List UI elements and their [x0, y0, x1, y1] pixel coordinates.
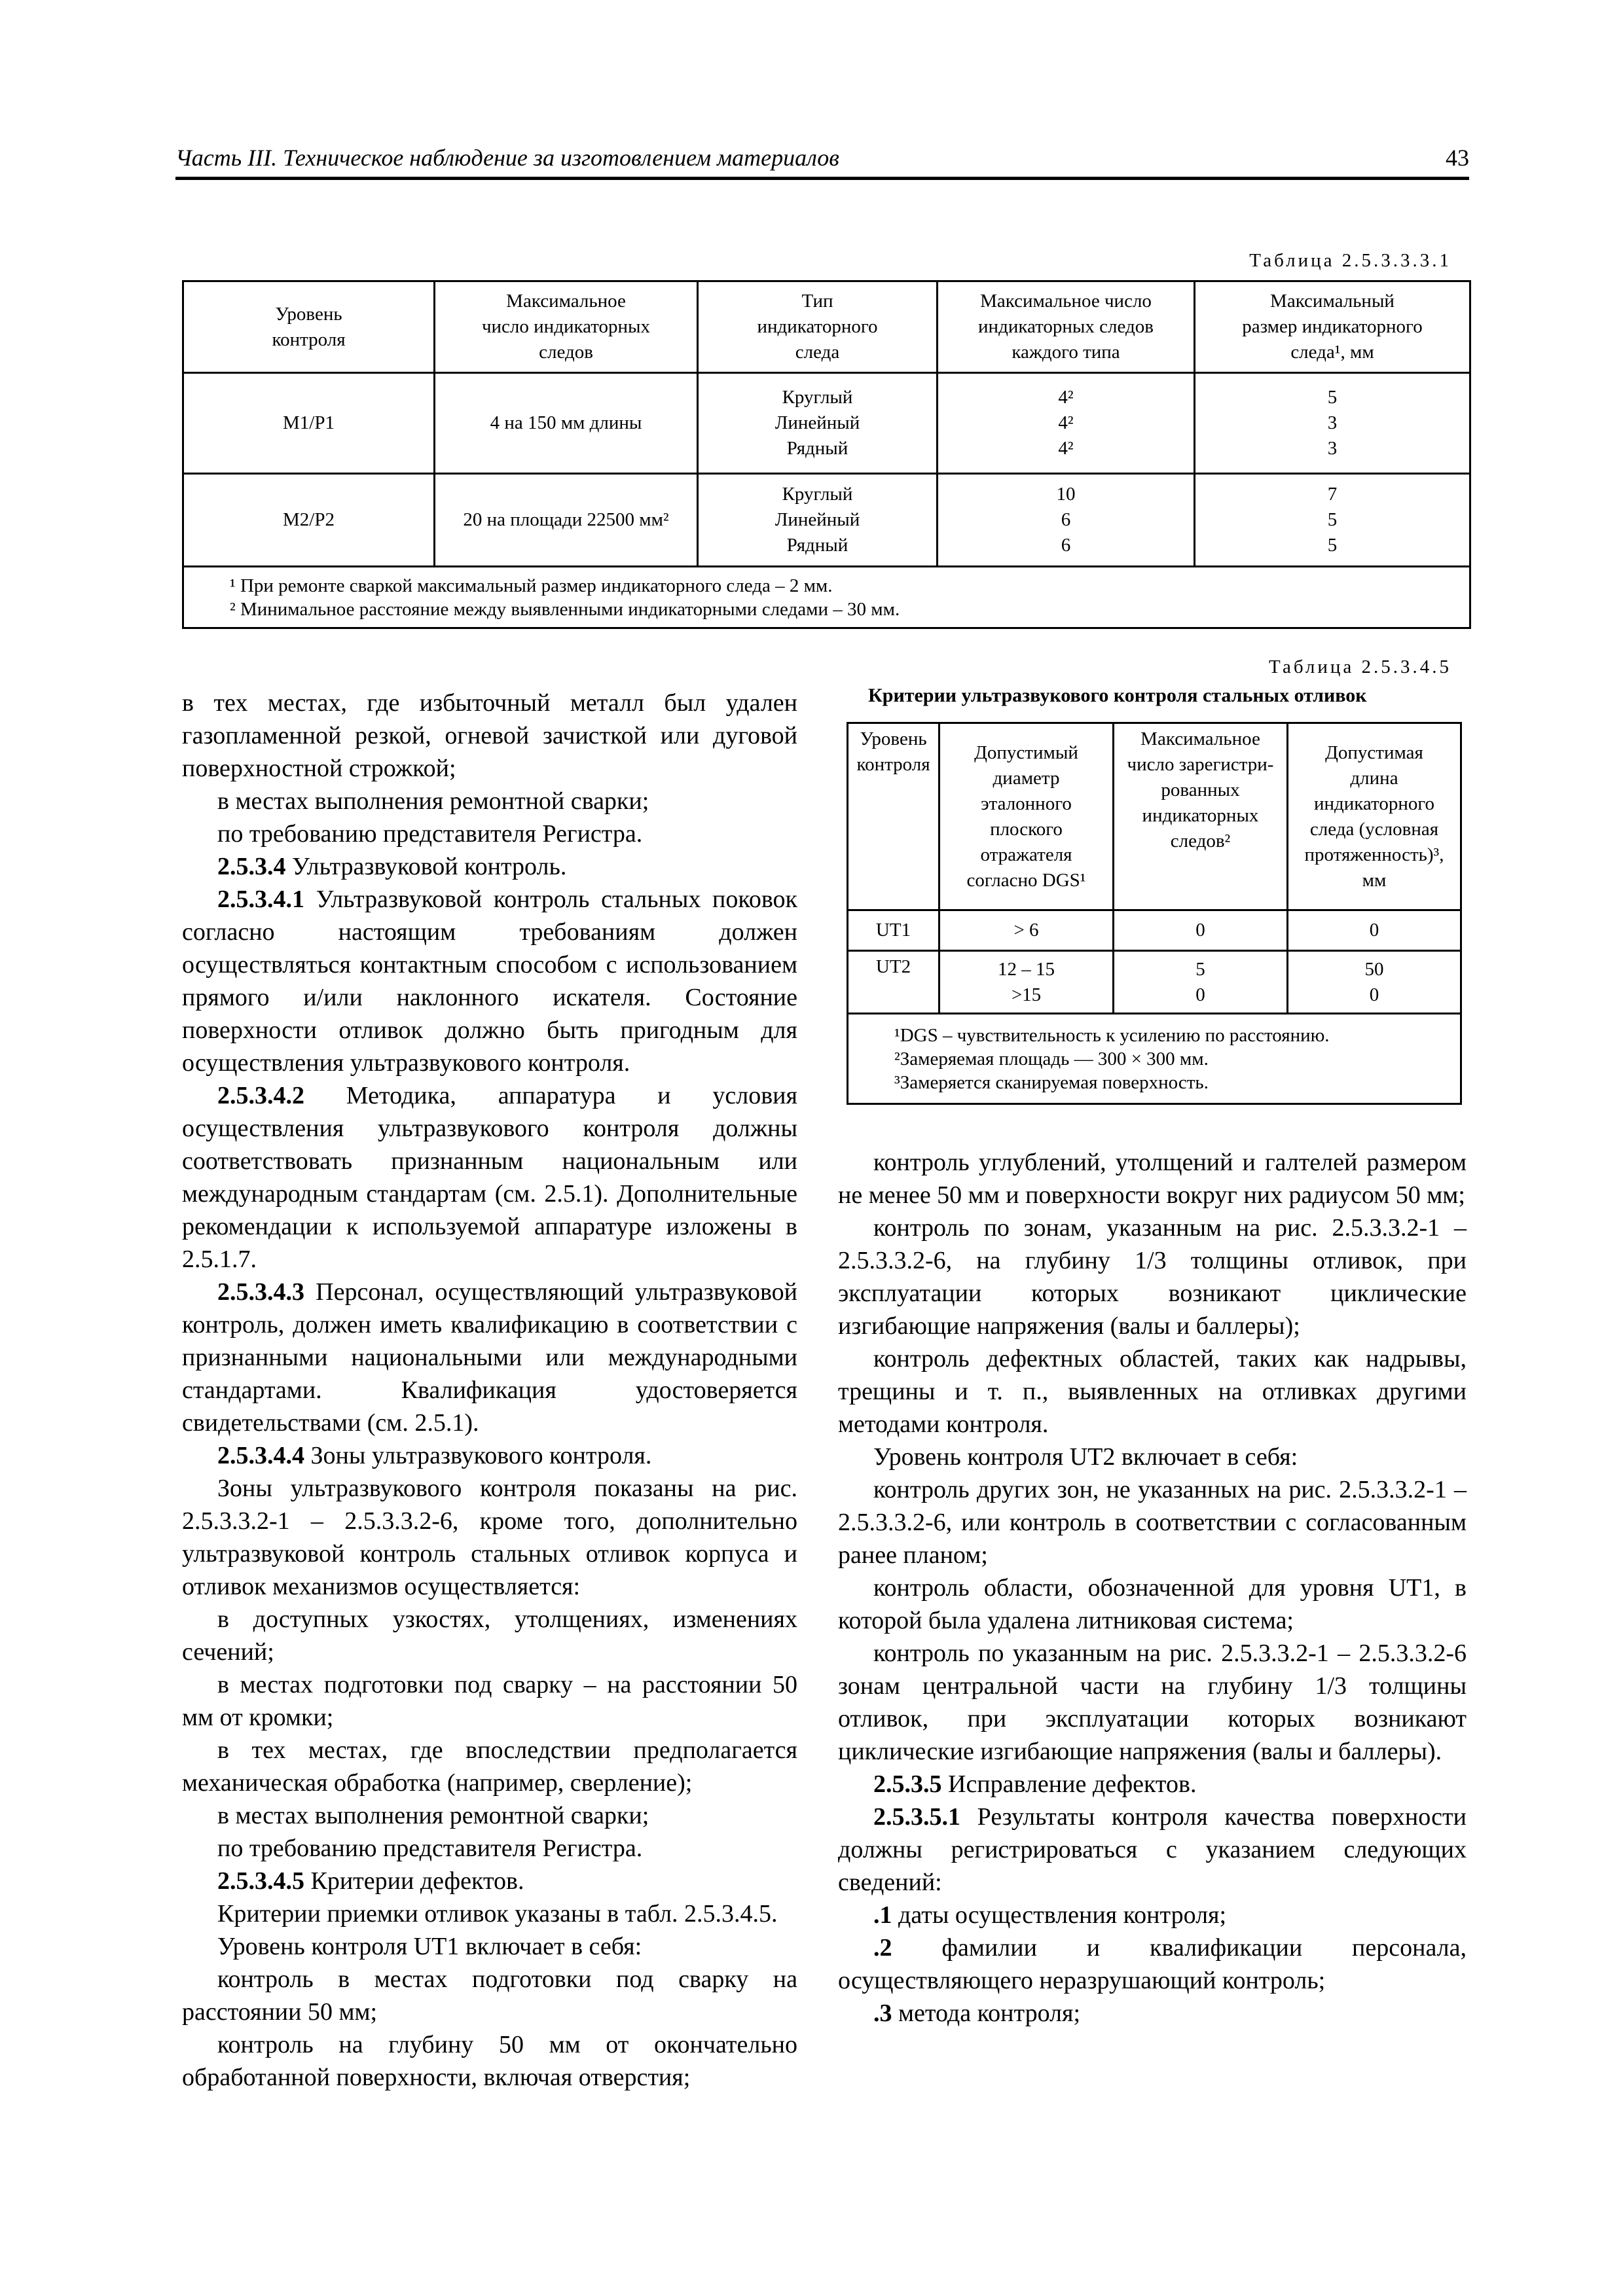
paragraph: [182, 1668, 797, 1734]
paragraph: [838, 1571, 1467, 1637]
page-number: 43: [1446, 145, 1469, 171]
paragraph-text: Зоны ультразвукового контроля показаны на рис. 2.5.3.3.2-1 – 2.5.3.3.2-6, кроме того, дополнительно ультразвуковой контроль стальных отливок корпуса и отливок механизмов осуществляется:: [182, 1475, 797, 1600]
paragraph-text: Ультразвуковой контроль.: [285, 853, 567, 880]
paragraph-text: контроль углублений, утолщений и галтелей размером не менее 50 мм и поверхности вокруг них радиусом 50 мм;: [838, 1149, 1467, 1209]
paragraph-text: контроль на глубину 50 мм от окончательно обработанной поверхности, включая отверстия;: [182, 2031, 797, 2091]
paragraph: [838, 1931, 1467, 1997]
table1-note: ¹ При ремонте сваркой максимальный размер индикаторного следа – 2 мм.: [230, 575, 833, 596]
paragraph: [182, 1930, 797, 1963]
table1-note: ² Минимальное расстояние между выявленными индикаторными следами – 30 мм.: [230, 598, 900, 620]
section-number: 2.5.3.5: [873, 1770, 942, 1798]
section-number: 2.5.3.4.4: [217, 1442, 304, 1469]
table1-header-cell: Максимальное число индикаторных следов: [435, 281, 698, 373]
paragraph: [182, 1439, 797, 1472]
paragraph: [182, 1276, 797, 1439]
paragraph-text: в местах выполнения ремонтной сварки;: [217, 787, 649, 815]
table2-notes-row: [848, 1014, 1461, 1104]
table-row: M1/P1 4 на 150 мм длины Круглый Линейный Рядный 4² 4² 4² 5 3 3: [183, 373, 1470, 474]
paragraph-text: по требованию представителя Регистра.: [217, 820, 643, 848]
paragraph-text: Критерии приемки отливок указаны в табл. 2.5.3.4.5.: [217, 1900, 778, 1928]
paragraph-text: даты осуществления контроля;: [892, 1901, 1227, 1929]
section-number: 2.5.3.4: [217, 853, 286, 880]
table2-title: Критерии ультразвукового контроля стальных отливок: [868, 685, 1367, 706]
paragraph: [182, 687, 797, 785]
paragraph: [182, 1963, 797, 2028]
section-number: .3: [873, 2000, 892, 2027]
section-number: 2.5.3.4.5: [217, 1867, 304, 1895]
paragraph: [182, 2028, 797, 2094]
paragraph: [182, 883, 797, 1079]
paragraph-text: контроль в местах подготовки под сварку на расстоянии 50 мм;: [182, 1965, 797, 2026]
table2: [847, 722, 1462, 1105]
table1-header-row: [183, 281, 1470, 373]
paragraph-text: контроль по зонам, указанным на рис. 2.5.3.3.2-1 – 2.5.3.3.2-6, на глубину 1/3 толщины отливок, при эксплуатации которых возникают циклические изгибающие напряжения (валы и баллеры);: [838, 1214, 1467, 1340]
section-number: 2.5.3.4.2: [217, 1082, 304, 1109]
table2-note: ³Замеряется сканируемая поверхность.: [894, 1071, 1209, 1093]
table1-header-cell: Тип индикаторного следа: [698, 281, 938, 373]
section-number: 2.5.3.4.1: [217, 886, 304, 913]
paragraph: [182, 785, 797, 817]
table1-notes-row: [183, 567, 1470, 628]
paragraph: [838, 1441, 1467, 1473]
table-row: UT1 > 6 0 0: [848, 910, 1461, 951]
left-text-column: [182, 687, 797, 2094]
paragraph-text: по требованию представителя Регистра.: [217, 1835, 643, 1862]
paragraph-text: Зоны ультразвукового контроля.: [304, 1442, 652, 1469]
table-row: M2/P2 20 на площади 22500 мм² Круглый Линейный Рядный 10 6 6 7 5 5: [183, 474, 1470, 567]
paragraph: [182, 1897, 797, 1930]
paragraph: [182, 1079, 797, 1276]
table1-header-cell: Максимальный размер индикаторного следа¹, мм: [1195, 281, 1470, 373]
table-row: UT2 12 – 15 >15 5 0 50 0: [848, 951, 1461, 1014]
table2-header-cell: Допустимая длина индикаторного следа (условная протяженность)³, мм: [1288, 723, 1461, 910]
paragraph: [838, 1342, 1467, 1441]
paragraph: [182, 817, 797, 850]
paragraph: [182, 1865, 797, 1897]
paragraph: [182, 1832, 797, 1865]
paragraph-text: в доступных узкостях, утолщениях, изменениях сечений;: [182, 1605, 797, 1666]
table2-note: ¹DGS – чувствительность к усилению по расстоянию.: [894, 1024, 1330, 1046]
paragraph-text: в местах подготовки под сварку – на расстоянии 50 мм от кромки;: [182, 1671, 797, 1731]
paragraph-text: контроль по указанным на рис. 2.5.3.3.2-1 – 2.5.3.3.2-6 зонам центральной части на глубину 1/3 толщины отливок, при эксплуатации которых возникают циклические изгибающие напряжения (валы и баллеры).: [838, 1640, 1467, 1765]
table2-header-cell: Уровень контроля: [848, 723, 939, 910]
paragraph: [182, 1734, 797, 1799]
paragraph: [182, 1472, 797, 1603]
section-number: 2.5.3.5.1: [873, 1803, 960, 1831]
running-header: [175, 143, 1469, 180]
paragraph-text: контроль области, обозначенной для уровня UT1, в которой была удалена литниковая система;: [838, 1574, 1467, 1634]
paragraph-text: Уровень контроля UT2 включает в себя:: [873, 1443, 1298, 1471]
paragraph: [838, 1637, 1467, 1768]
paragraph-text: в местах выполнения ремонтной сварки;: [217, 1802, 649, 1829]
paragraph-text: Критерии дефектов.: [304, 1867, 524, 1895]
table2-note: ²Замеряемая площадь — 300 × 300 мм.: [894, 1048, 1209, 1069]
paragraph: [838, 1899, 1467, 1931]
paragraph: [838, 1146, 1467, 1211]
paragraph-text: Персонал, осуществляющий ультразвуковой контроль, должен иметь квалификацию в соответствии с признанными национальными или международными стандартами. Квалификация удостоверяется свидетельствами (см. 2.5.1).: [182, 1278, 797, 1437]
paragraph-text: Методика, аппаратура и условия осуществления ультразвукового контроля должны соответствовать признанным национальным или международным стандартам (см. 2.5.1). Дополнительные рекомендации к используемой аппаратуре изложены в 2.5.1.7.: [182, 1082, 797, 1273]
paragraph-text: фамилии и квалификации персонала, осуществляющего неразрушающий контроль;: [838, 1934, 1467, 1994]
paragraph-text: Результаты контроля качества поверхности должны регистрироваться с указанием следующих сведений:: [838, 1803, 1467, 1896]
paragraph: [838, 1211, 1467, 1342]
right-text-column: [838, 1146, 1467, 2030]
paragraph: [182, 1799, 797, 1832]
table2-header-row: [848, 723, 1461, 910]
table2-header-cell: Допустимый диаметр эталонного плоского отражателя согласно DGS¹: [939, 723, 1114, 910]
paragraph-text: контроль других зон, не указанных на рис. 2.5.3.3.2-1 – 2.5.3.3.2-6, или контроль в соответствии с согласованным ранее планом;: [838, 1476, 1467, 1569]
paragraph: [838, 1801, 1467, 1899]
paragraph-text: Ультразвуковой контроль стальных поковок согласно настоящим требованиям должен осуществляться контактным способом с использованием прямого и/или наклонного искателя. Состояние поверхности отливок должно быть пригодным для осуществления ультразвукового контроля.: [182, 886, 797, 1077]
paragraph-text: Исправление дефектов.: [941, 1770, 1197, 1798]
paragraph: [838, 1997, 1467, 2030]
header-title: Часть III. Техническое наблюдение за изготовлением материалов: [175, 145, 839, 171]
paragraph-text: в тех местах, где впоследствии предполагается механическая обработка (например, сверление);: [182, 1736, 797, 1797]
table1-header-cell: Уровень контроля: [183, 281, 435, 373]
paragraph: [182, 1603, 797, 1668]
table2-caption: Таблица 2.5.3.4.5: [1268, 656, 1451, 677]
section-number: .2: [873, 1934, 892, 1962]
paragraph-text: в тех местах, где избыточный металл был удален газопламенной резкой, огневой зачисткой или дуговой поверхностной строжкой;: [182, 689, 797, 782]
section-number: .1: [873, 1901, 892, 1929]
table2-header-cell: Максимальное число зарегистри- рованных индикаторных следов²: [1114, 723, 1288, 910]
paragraph: [182, 850, 797, 883]
table1: [182, 280, 1471, 629]
section-number: 2.5.3.4.3: [217, 1278, 304, 1306]
paragraph-text: контроль дефектных областей, таких как надрывы, трещины и т. п., выявленных на отливках другими методами контроля.: [838, 1345, 1467, 1438]
table1-header-cell: Максимальное число индикаторных следов каждого типа: [938, 281, 1195, 373]
table1-caption: Таблица 2.5.3.3.3.1: [1249, 250, 1451, 271]
paragraph: [838, 1473, 1467, 1571]
paragraph: [838, 1768, 1467, 1801]
paragraph-text: Уровень контроля UT1 включает в себя:: [217, 1933, 642, 1960]
paragraph-text: метода контроля;: [892, 2000, 1081, 2027]
